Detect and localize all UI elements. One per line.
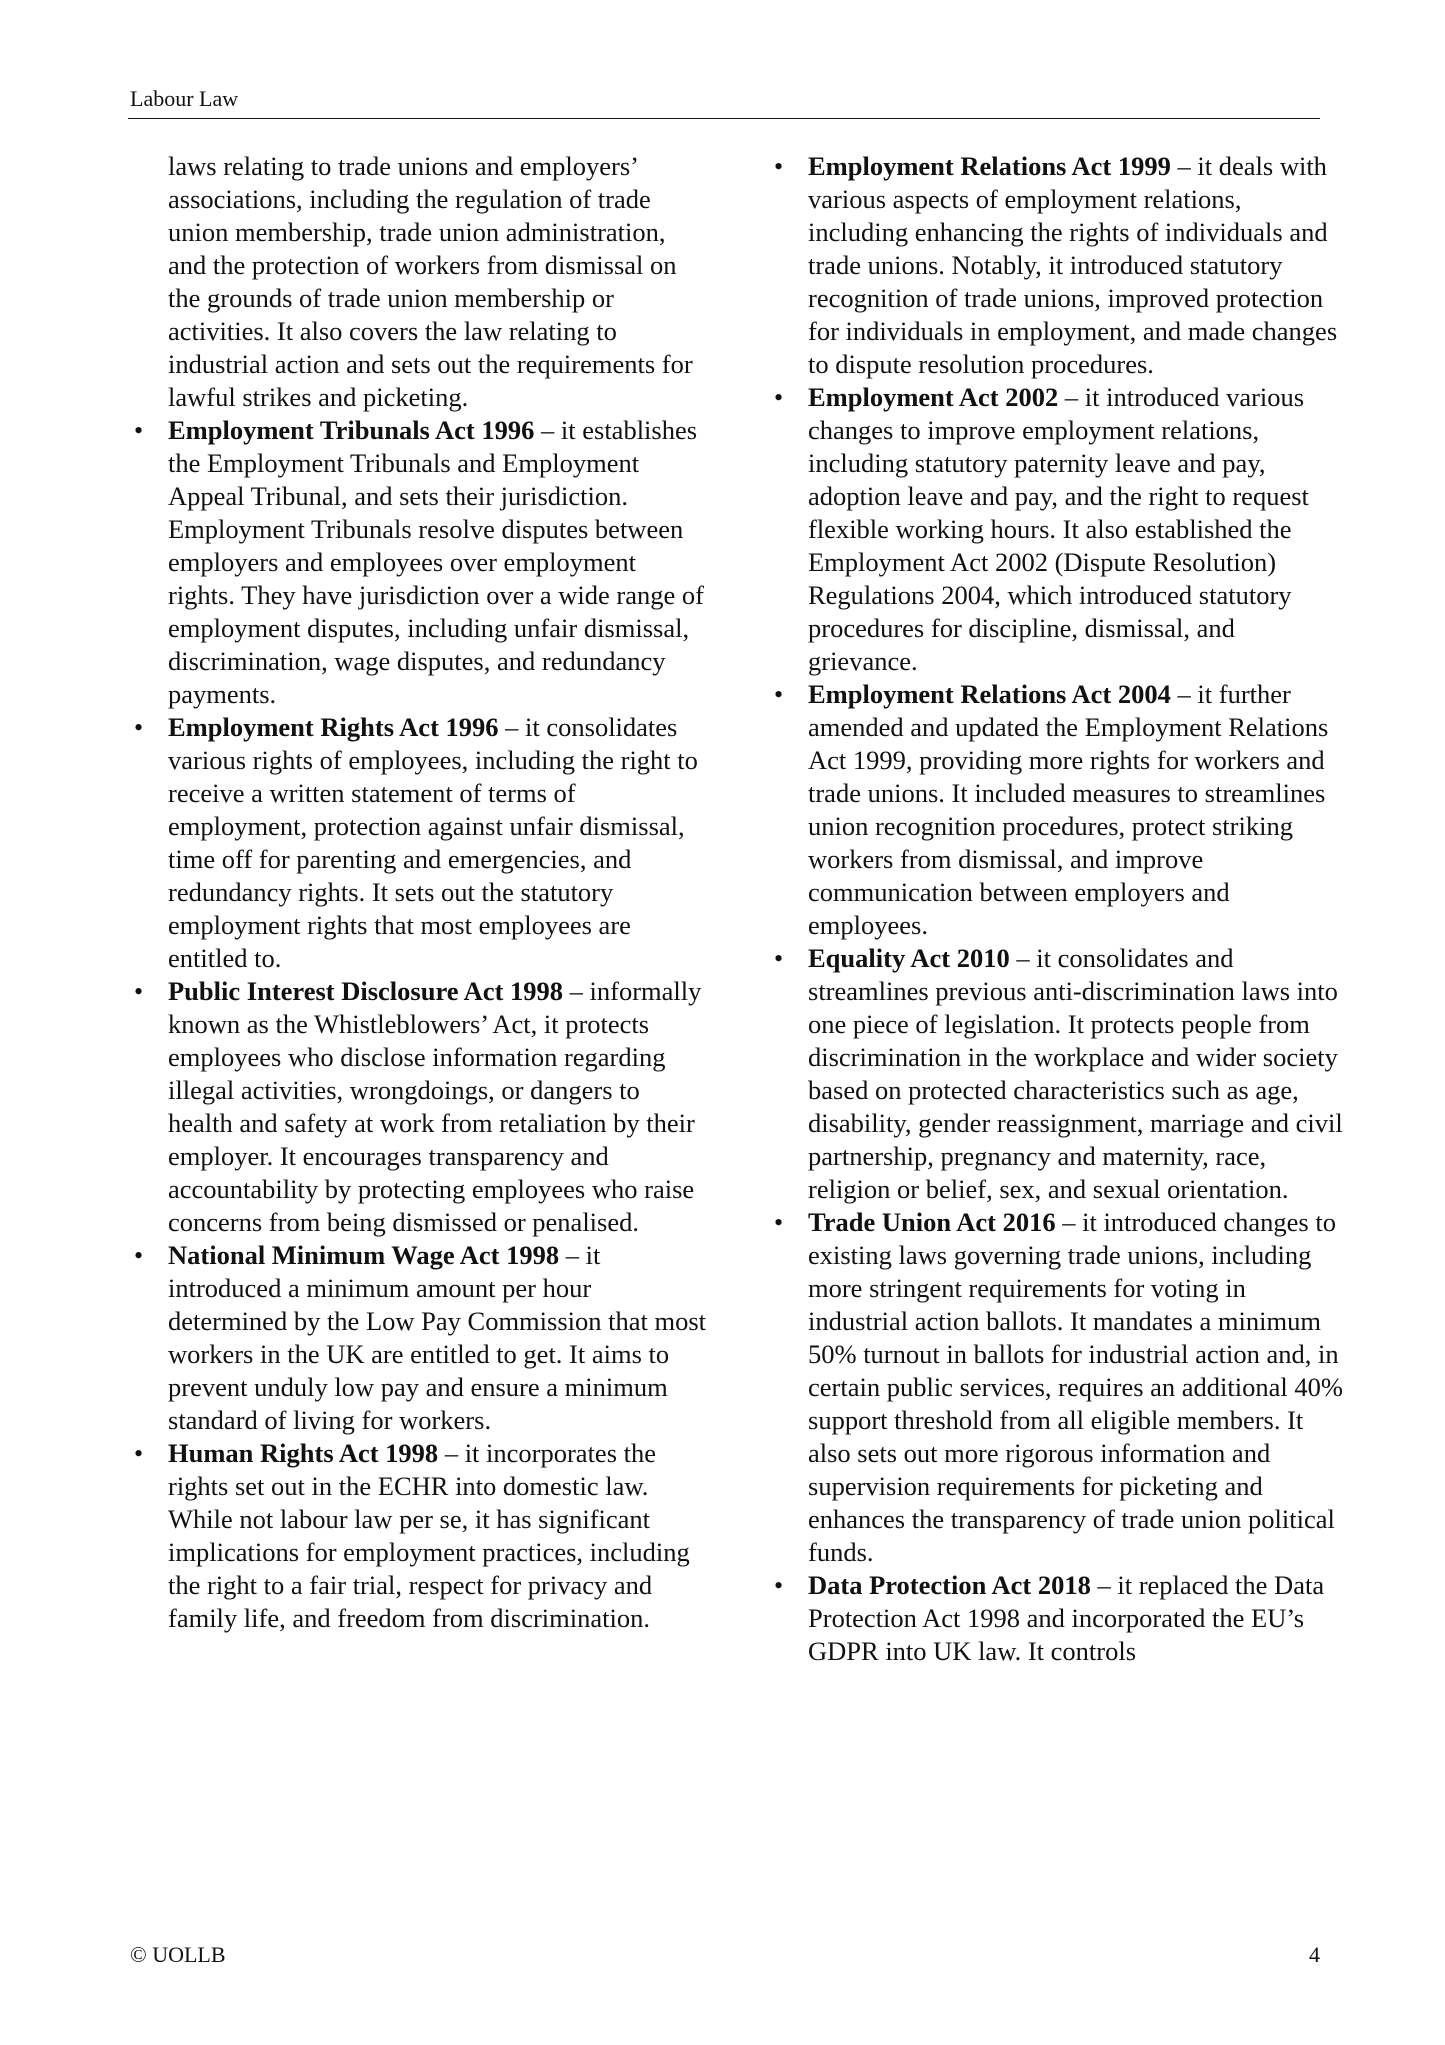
list-item [134,711,708,975]
page-number: 4 [1309,1942,1320,1967]
list-item [134,1239,708,1437]
bullet-icon: • [134,977,144,1006]
left-column [134,150,708,1635]
bullet-icon: • [774,1208,784,1237]
bullet-icon: • [134,1439,144,1468]
act-title: Equality Act 2010 [808,943,1010,973]
bullet-icon: • [774,944,784,973]
act-title: Employment Relations Act 1999 [808,151,1171,181]
bullet-icon: • [134,713,144,742]
act-title: National Minimum Wage Act 1998 [168,1240,560,1270]
header-rule [128,118,1320,119]
list-item [774,1206,1348,1569]
bullet-icon: • [774,1571,784,1600]
act-description: – informally known as the Whistleblowers’ Act, it protects employees who disclose information regarding illegal activities, wrongdoings, or dangers to health and safety at work from retaliation by their employer. It encourages transparency and accountability by protecting employees who raise concerns from being dismissed or penalised. [168,976,702,1237]
footer-copyright: © UOLLB [130,1942,226,1967]
act-description: – it establishes the Employment Tribunals and Employment Appeal Tribunal, and sets their jurisdiction. Employment Tribunals resolve disputes between employers and employees over employment rights. They have jurisdiction over a wide range of employment disputes, including unfair dismissal, discrimination, wage disputes, and redundancy payments. [168,415,704,709]
act-description: – it introduced changes to existing laws governing trade unions, including more stringent requirements for voting in industrial action ballots. It mandates a minimum 50% turnout in ballots for industrial action and, in certain public services, requires an additional 40% support threshold from all eligible members. It also sets out more rigorous information and supervision requirements for picketing and enhances the transparency of trade union political funds. [808,1207,1343,1567]
act-description: – it deals with various aspects of employment relations, including enhancing the rights of individuals and trade unions. Notably, it introduced statutory recognition of trade unions, improved protection for individuals in employment, and made changes to dispute resolution procedures. [808,151,1338,379]
list-item [134,975,708,1239]
act-title: Employment Rights Act 1996 [168,712,499,742]
bullet-icon: • [134,416,144,445]
list-item [774,678,1348,942]
act-title: Trade Union Act 2016 [808,1207,1056,1237]
bullet-icon: • [134,1241,144,1270]
act-title: Human Rights Act 1998 [168,1438,439,1468]
act-description: – it incorporates the rights set out in the ECHR into domestic law. While not labour law per se, it has significant implications for employment practices, including the right to a fair trial, respect for privacy and family life, and freedom from discrimination. [168,1438,690,1633]
act-description: – it introduced a minimum amount per hour determined by the Low Pay Commission that most workers in the UK are entitled to get. It aims to prevent unduly low pay and ensure a minimum standard of living for workers. [168,1240,707,1435]
bullet-icon: • [774,383,784,412]
act-title: Employment Relations Act 2004 [808,679,1171,709]
act-description: – it consolidates various rights of employees, including the right to receive a written statement of terms of employment, protection against unfair dismissal, time off for parenting and emergencies, and redundancy rights. It sets out the statutory employment rights that most employees are entitled to. [168,712,698,973]
list-item [774,150,1348,381]
act-title: Public Interest Disclosure Act 1998 [168,976,564,1006]
right-column [774,150,1348,1668]
act-description: – it replaced the Data Protection Act 1998 and incorporated the EU’s GDPR into UK law. It controls [808,1570,1325,1666]
list-item [774,381,1348,678]
bullet-icon: • [774,680,784,709]
act-title: Data Protection Act 2018 [808,1570,1091,1600]
act-description: – it further amended and updated the Employment Relations Act 1999, providing more rights for workers and trade unions. It included measures to streamlines union recognition procedures, protect striking workers from dismissal, and improve communication between employers and employees. [808,679,1329,940]
list-item [774,942,1348,1206]
act-description: – it introduced various changes to improve employment relations, including statutory paternity leave and pay, adoption leave and pay, and the right to request flexible working hours. It also established the Employment Act 2002 (Dispute Resolution) Regulations 2004, which introduced statutory procedures for discipline, dismissal, and grievance. [808,382,1309,676]
bullet-icon: • [774,152,784,181]
continuation-paragraph: laws relating to trade unions and employers’ associations, including the regulation of trade union membership, trade union administration, and the protection of workers from dismissal on the grounds of trade union membership or activities. It also covers the law relating to industrial action and sets out the requirements for lawful strikes and picketing. [168,151,693,412]
act-title: Employment Act 2002 [808,382,1059,412]
list-item [134,414,708,711]
act-description: – it consolidates and streamlines previous anti-discrimination laws into one piece of legislation. It protects people from discrimination in the workplace and wider society based on protected characteristics such as age, disability, gender reassignment, marriage and civil partnership, pregnancy and maternity, race, religion or belief, sex, and sexual orientation. [808,943,1343,1204]
list-item [774,1569,1348,1668]
list-item [134,1437,708,1635]
running-header: Labour Law [130,86,239,111]
act-title: Employment Tribunals Act 1996 [168,415,535,445]
